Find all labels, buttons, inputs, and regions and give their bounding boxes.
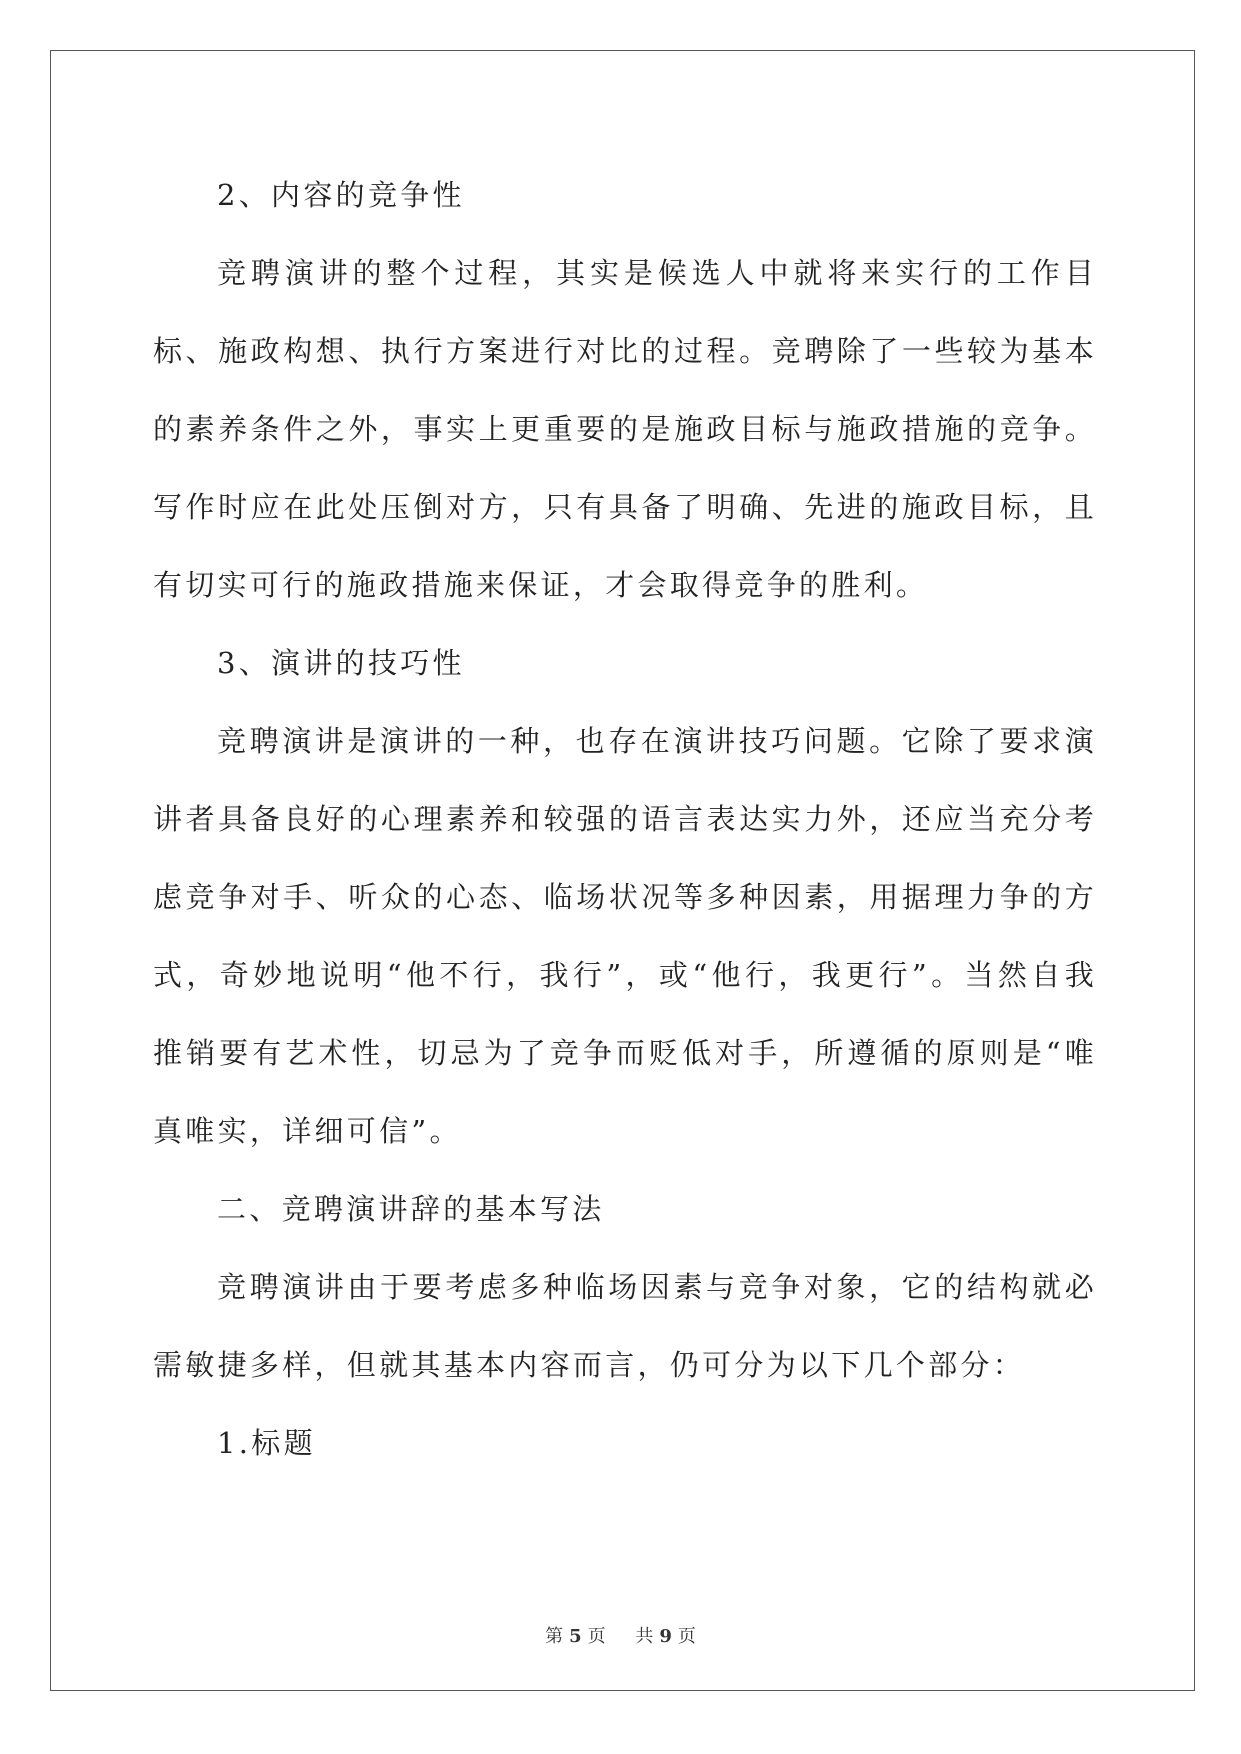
body-paragraph: 竞聘演讲由于要考虑多种临场因素与竞争对象，它的结构就必需敏捷多样，但就其基本内容而言，仍可分为以下几个部分： — [153, 1270, 1097, 1382]
heading-basic-writing: 二、竞聘演讲辞的基本写法 — [217, 1192, 605, 1226]
body-paragraph: 竞聘演讲的整个过程，其实是候选人中就将来实行的工作目标、施政构想、执行方案进行对比的过程。竞聘除了一些较为基本的素养条件之外，事实上更重要的是施政目标与施政措施的竞争。写作时应在此处压倒对方，只有具备了明确、先进的施政目标，且有切实可行的施政措施来保证，才会取得竞争的胜利。 — [153, 256, 1097, 602]
document-body — [153, 156, 1097, 1482]
page-footer — [0, 1622, 1241, 1648]
page-total: 共 9 页 — [635, 1626, 696, 1647]
heading-speech-skill: 3、演讲的技巧性 — [217, 646, 465, 680]
page-number: 第 5 页 — [545, 1626, 606, 1647]
heading-title: 1.标题 — [217, 1426, 316, 1460]
body-paragraph: 竞聘演讲是演讲的一种，也存在演讲技巧问题。它除了要求演讲者具备良好的心理素养和较强的语言表达实力外，还应当充分考虑竞争对手、听众的心态、临场状况等多种因素，用据理力争的方式，奇妙地说明“他不行，我行”，或“他行，我更行”。当然自我推销要有艺术性，切忌为了竞争而贬低对手，所遵循的原则是“唯真唯实，详细可信”。 — [153, 724, 1097, 1148]
heading-content-competitiveness: 2、内容的竞争性 — [217, 178, 465, 212]
